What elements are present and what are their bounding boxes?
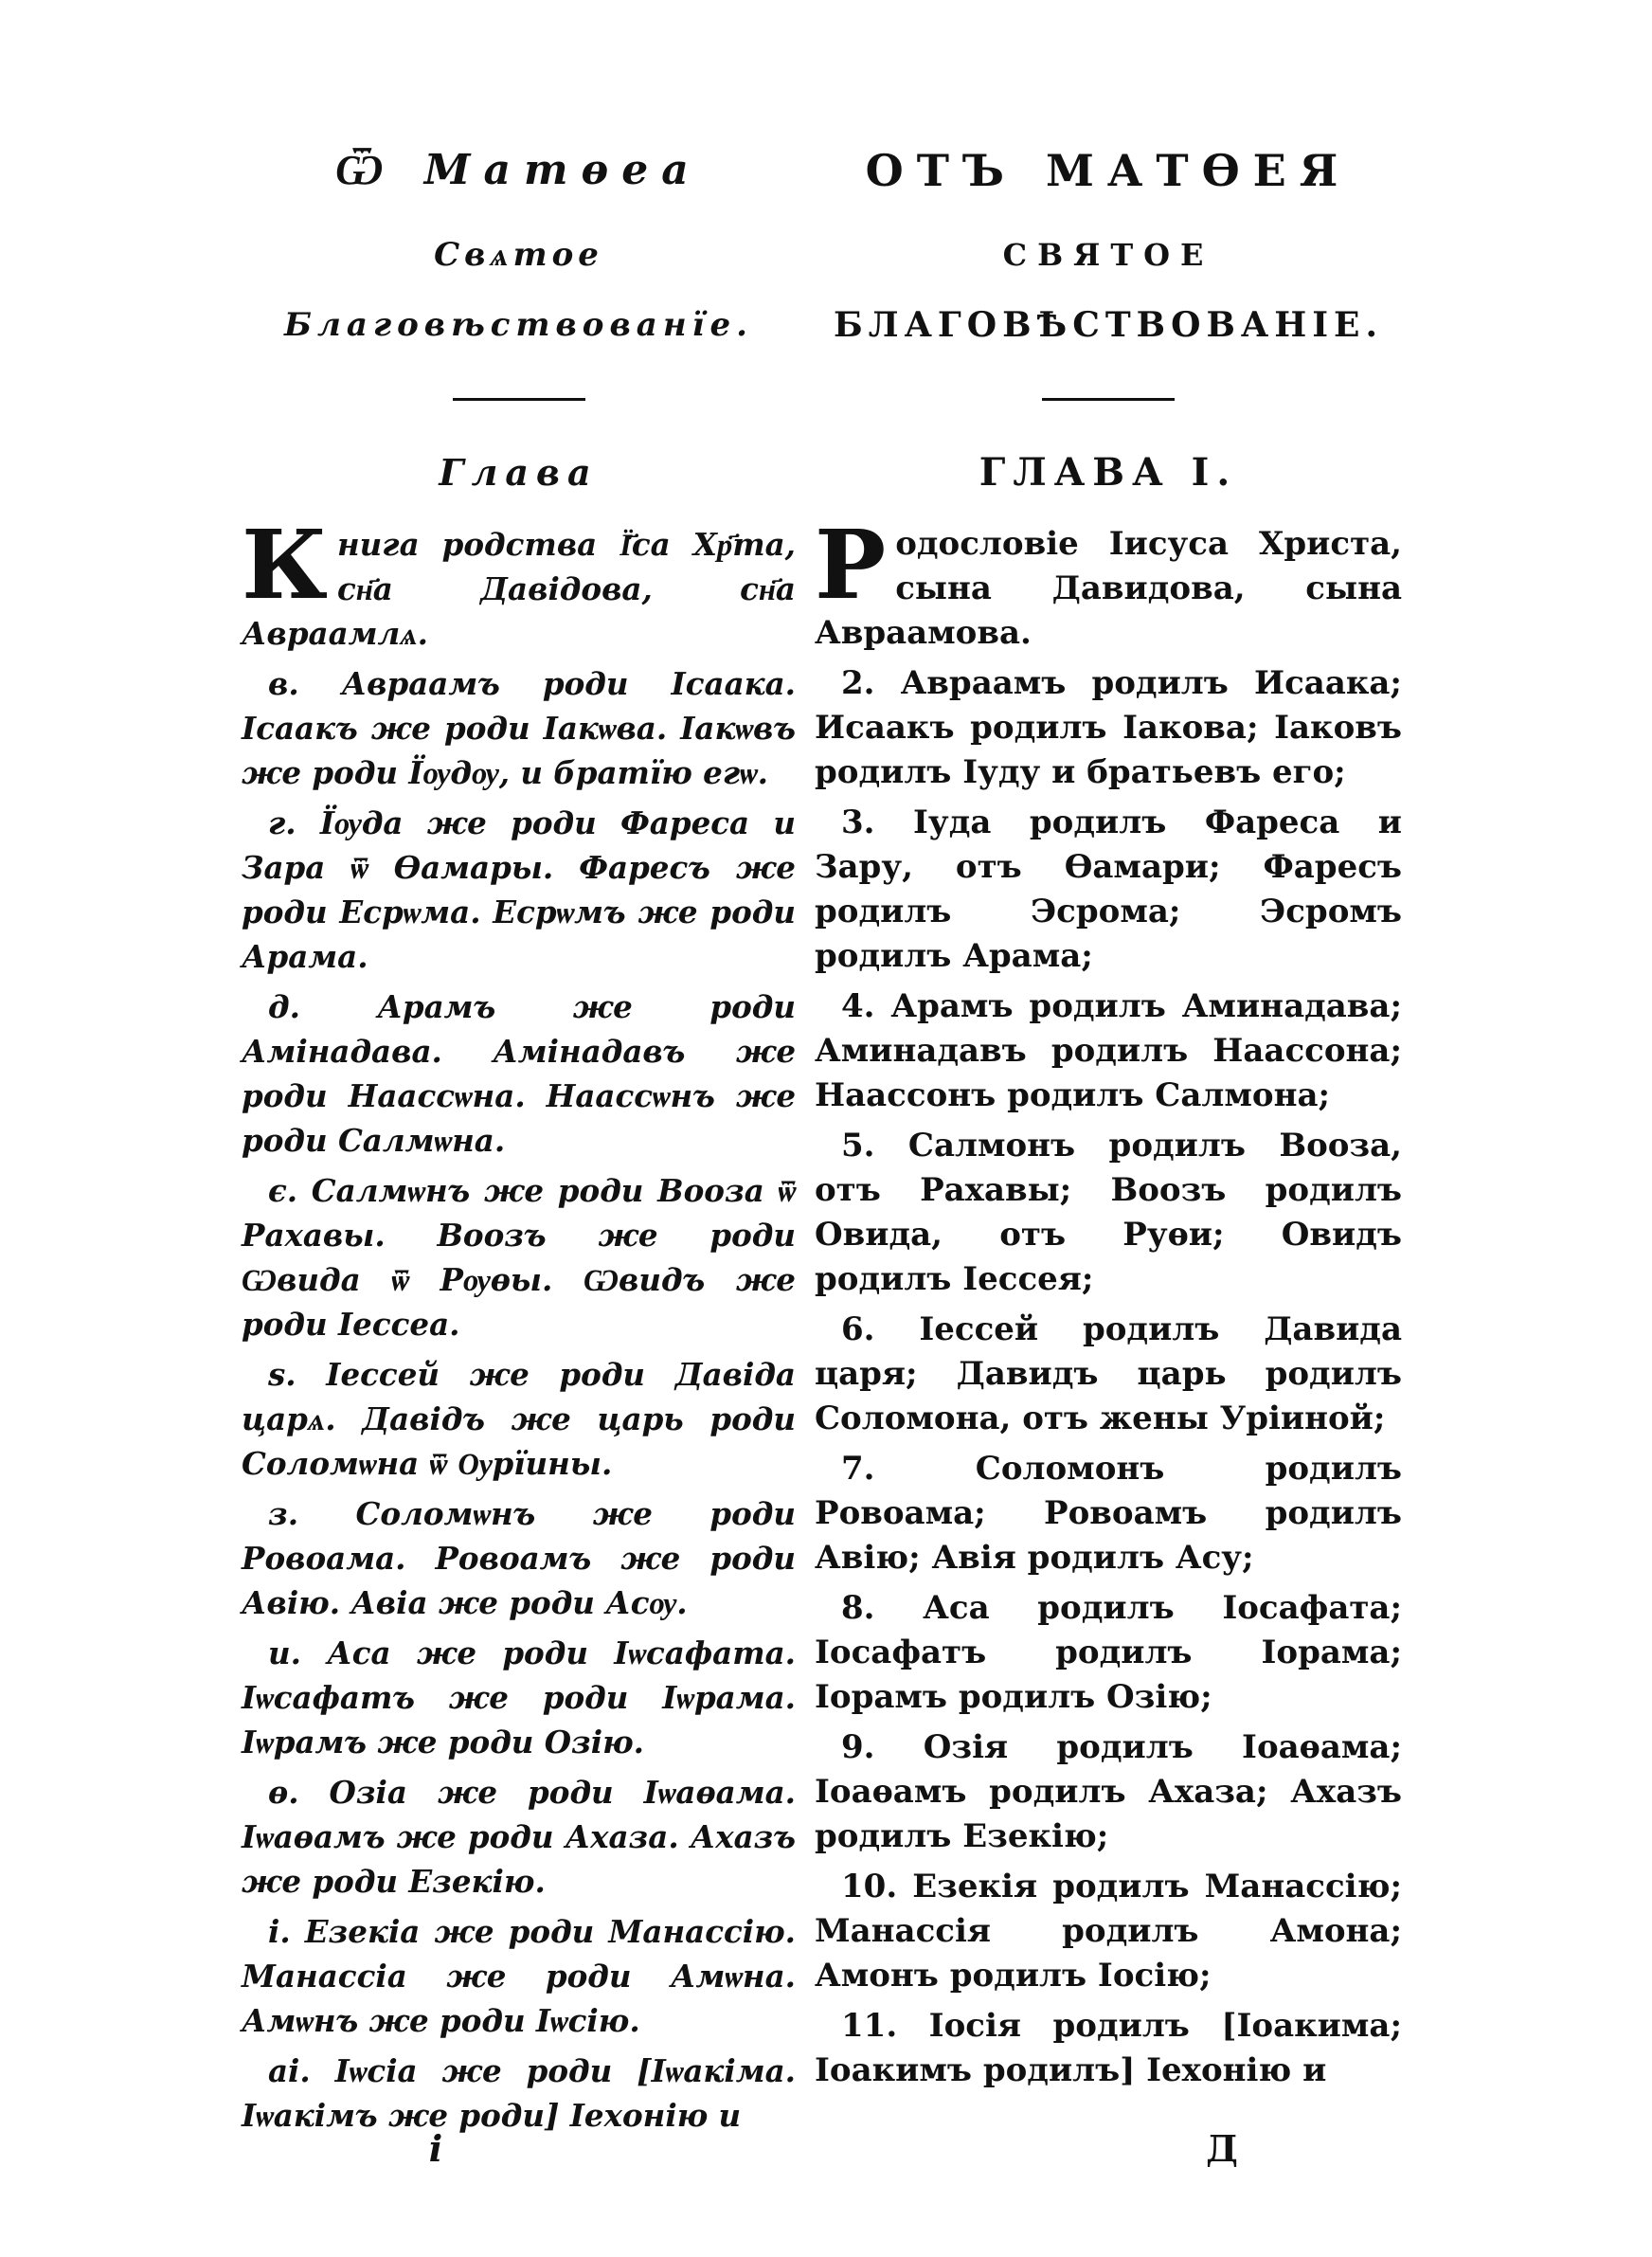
slavonic-verse-1 [242,509,796,656]
russian-column [815,142,1402,2099]
russian-title: ОТЪ МАТѲЕЯ [865,145,1352,196]
russian-divider [1042,398,1175,401]
slavonic-dropcap: К [242,509,328,621]
slavonic-title: Ѿ Матѳеа [335,146,702,194]
russian-verse-5: 5. Салмонъ родилъ Вооза, отъ Рахавы; Воозъ родилъ Овида, отъ Руѳи; Овидъ родилъ Іессея; [815,1127,1402,1298]
slavonic-page-marker: і [428,2127,443,2170]
slavonic-chapter-heading: Глава [439,451,599,494]
russian-verse-1 [815,509,1402,656]
russian-verse-7: 7. Соломонъ родилъ Ровоама; Ровоамъ родилъ Авію; Авія родилъ Асу; [815,1450,1402,1577]
slavonic-verse-11: аі. Іѡсіа же роди [Іѡакіма. Іѡакімъ же роди] Іехонію и [242,2052,796,2134]
slavonic-verse-9: ѳ. Озіа же роди Іѡаѳама. Іѡаѳамъ же роди Ахаза. Ахазъ же роди Езекію. [242,1774,796,1900]
russian-verses [815,509,1402,2093]
russian-verse-10: 10. Езекія родилъ Манассію; Манассія родилъ Амона; Амонъ родилъ Іосію; [815,1868,1402,1995]
russian-subtitle: СВЯТОЕ [1002,237,1214,273]
russian-page-marker: Д [1206,2127,1238,2170]
russian-verse-4: 4. Арамъ родилъ Аминадава; Аминадавъ родилъ Наассона; Наассонъ родилъ Салмона; [815,987,1402,1114]
russian-verse-1-text: одословіе Іисуса Христа, сына Давидова, сына Авраамова. [815,525,1402,652]
slavonic-verse-2: в. Авраамъ роди Ісаака. Ісаакъ же роди Іакѡва. Іакѡвъ же роди Їѹдѹ, и братїю егѡ. [242,665,796,791]
slavonic-verse-4: д. Арамъ же роди Амінадава. Амінадавъ же роди Наассѡна. Наассѡнъ же роди Салмѡна. [242,988,796,1159]
slavonic-verse-1-text: нига родства Ї҃са Хр҃та, сн҃а Давідова, сн҃а Авраамлѧ. [242,526,796,652]
slavonic-divider [453,398,585,401]
russian-verse-2: 2. Авраамъ родилъ Исаака; Исаакъ родилъ Іакова; Іаковъ родилъ Іуду и братьевъ его; [815,664,1402,791]
russian-heading: БЛАГОВѢСТВОВАНІЕ. [833,305,1384,345]
slavonic-verse-6: ѕ. Іессей же роди Давіда царѧ. Давідъ же царь роди Соломѡна ѿ Ѹрїины. [242,1356,796,1482]
slavonic-heading: Благовѣствованїе. [283,306,753,344]
slavonic-verses [242,509,796,2138]
slavonic-verse-7: з. Соломѡнъ же роди Ровоама. Ровоамъ же роди Авію. Авіа же роди Асѹ. [242,1495,796,1621]
slavonic-verse-8: и. Аса же роди Іѡсафата. Іѡсафатъ же роди Іѡрама. Іѡрамъ же роди Озію. [242,1634,796,1760]
slavonic-verse-3: г. Їѹда же роди Фареса и Зара ѿ Ѳамары. Фаресъ же роди Есрѡма. Есрѡмъ же роди Арама. [242,804,796,975]
slavonic-verse-5: є. Салмѡнъ же роди Вооза ѿ Рахавы. Воозъ же роди Ѡвида ѿ Рѹѳы. Ѡвидъ же роди Іессеа. [242,1172,796,1343]
slavonic-subtitle: Свѧтое [434,236,603,274]
russian-verse-8: 8. Аса родилъ Іосафата; Іосафатъ родилъ Іорама; Іорамъ родилъ Озію; [815,1589,1402,1716]
slavonic-verse-10: і. Езекіа же роди Манассію. Манассіа же роди Амѡна. Амѡнъ же роди Іѡсію. [242,1913,796,2039]
russian-verse-9: 9. Озія родилъ Іоаѳама; Іоаѳамъ родилъ Ахаза; Ахазъ родилъ Езекію; [815,1728,1402,1855]
slavonic-column [242,142,796,2143]
russian-dropcap: Р [815,509,887,621]
russian-verse-11: 11. Іосія родилъ [Іоакима; Іоакимъ родилъ] Іехонію и [815,2007,1402,2089]
russian-chapter-heading: ГЛАВА І. [979,450,1238,495]
russian-verse-3: 3. Іуда родилъ Фареса и Зару, отъ Ѳамари; Фаресъ родилъ Эсрома; Эсромъ родилъ Арама; [815,803,1402,975]
russian-verse-6: 6. Іессей родилъ Давида царя; Давидъ царь родилъ Соломона, отъ жены Уріиной; [815,1310,1402,1437]
